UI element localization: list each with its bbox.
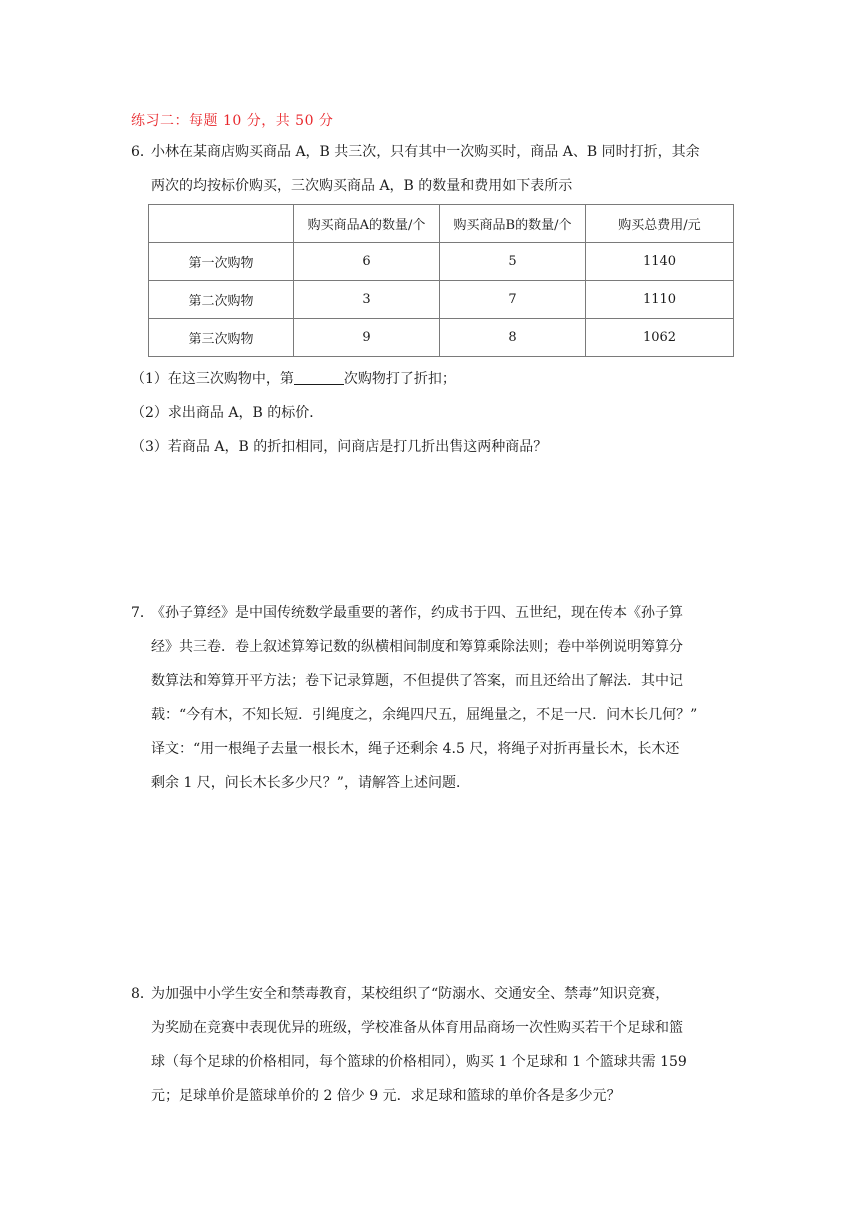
table-cell: 1062 <box>586 319 734 357</box>
purchase-table <box>148 204 734 357</box>
table-header-cell <box>149 205 294 243</box>
table-cell: 第一次购物 <box>149 243 294 281</box>
answer-blank[interactable] <box>294 370 344 385</box>
question-6 <box>131 142 731 210</box>
question-8-text: 元；足球单价是篮球单价的 2 倍少 9 元．求足球和篮球的单价各是多少元？ <box>151 1088 621 1104</box>
table-cell: 6 <box>294 243 440 281</box>
question-6-line-1 <box>131 142 731 176</box>
question-6-part-2: （2）求出商品 A，B 的标价． <box>131 405 324 421</box>
question-6-text-2: 两次的均按标价购买，三次购买商品 A，B 的数量和费用如下表所示 <box>151 178 573 194</box>
table-cell: 第三次购物 <box>149 319 294 357</box>
question-6-part-1 <box>131 368 456 388</box>
table-row <box>149 243 734 281</box>
question-7-text: 《孙子算经》是中国传统数学最重要的著作，约成书于四、五世纪，现在传本《孙子算 <box>151 605 683 621</box>
question-7 <box>131 603 731 807</box>
question-7-text: 数算法和筹算开平方法；卷下记录算题，不但提供了答案，而且还给出了解法．其中记 <box>151 673 683 689</box>
question-7-number: 7． <box>131 605 154 621</box>
question-6-number: 6． <box>131 144 154 160</box>
table-cell: 5 <box>440 243 586 281</box>
table-cell: 7 <box>440 281 586 319</box>
table-cell: 第二次购物 <box>149 281 294 319</box>
table-header-cell: 购买总费用/元 <box>586 205 734 243</box>
question-6-text-1: 小林在某商店购买商品 A，B 共三次，只有其中一次购买时，商品 A、B 同时打折，其余 <box>151 144 700 160</box>
question-7-text: 载：“今有木，不知长短．引绳度之，余绳四尺五，屈绳量之，不足一尺．问木长几何？” <box>151 707 698 723</box>
table-cell: 8 <box>440 319 586 357</box>
question-8-text: 为加强中小学生安全和禁毒教育，某校组织了“防溺水、交通安全、禁毒”知识竞赛， <box>151 986 670 1002</box>
table-cell: 3 <box>294 281 440 319</box>
question-6-part-3: （3）若商品 A，B 的折扣相同，问商店是打几折出售这两种商品？ <box>131 439 548 455</box>
question-8-line-1 <box>131 984 731 1018</box>
table-cell: 1140 <box>586 243 734 281</box>
table-header-row <box>149 205 734 243</box>
table-header-cell: 购买商品B的数量/个 <box>440 205 586 243</box>
table-row <box>149 281 734 319</box>
question-7-line-1 <box>131 603 731 637</box>
table-header-cell: 购买商品A的数量/个 <box>294 205 440 243</box>
question-7-text: 剩余 1 尺，问长木长多少尺？”，请解答上述问题． <box>151 775 470 791</box>
question-7-text: 译文：“用一根绳子去量一根长木，绳子还剩余 4.5 尺，将绳子对折再量长木，长木还 <box>151 741 680 757</box>
table-cell: 1110 <box>586 281 734 319</box>
table-row <box>149 319 734 357</box>
question-8-text: 为奖励在竞赛中表现优异的班级，学校准备从体育用品商场一次性购买若干个足球和篮 <box>151 1020 683 1036</box>
section-title: 练习二：每题 10 分，共 50 分 <box>131 113 334 129</box>
question-8-number: 8． <box>131 986 154 1002</box>
part-1-text-b: 次购物打了折扣； <box>343 371 456 387</box>
question-8-text: 球（每个足球的价格相同，每个篮球的价格相同），购买 1 个足球和 1 个篮球共需 159 <box>151 1054 687 1070</box>
part-1-text-a: （1）在这三次购物中，第 <box>131 371 294 387</box>
question-8 <box>131 984 731 1120</box>
question-7-text: 经》共三卷．卷上叙述算筹记数的纵横相间制度和筹算乘除法则；卷中举例说明筹算分 <box>151 639 683 655</box>
table-cell: 9 <box>294 319 440 357</box>
